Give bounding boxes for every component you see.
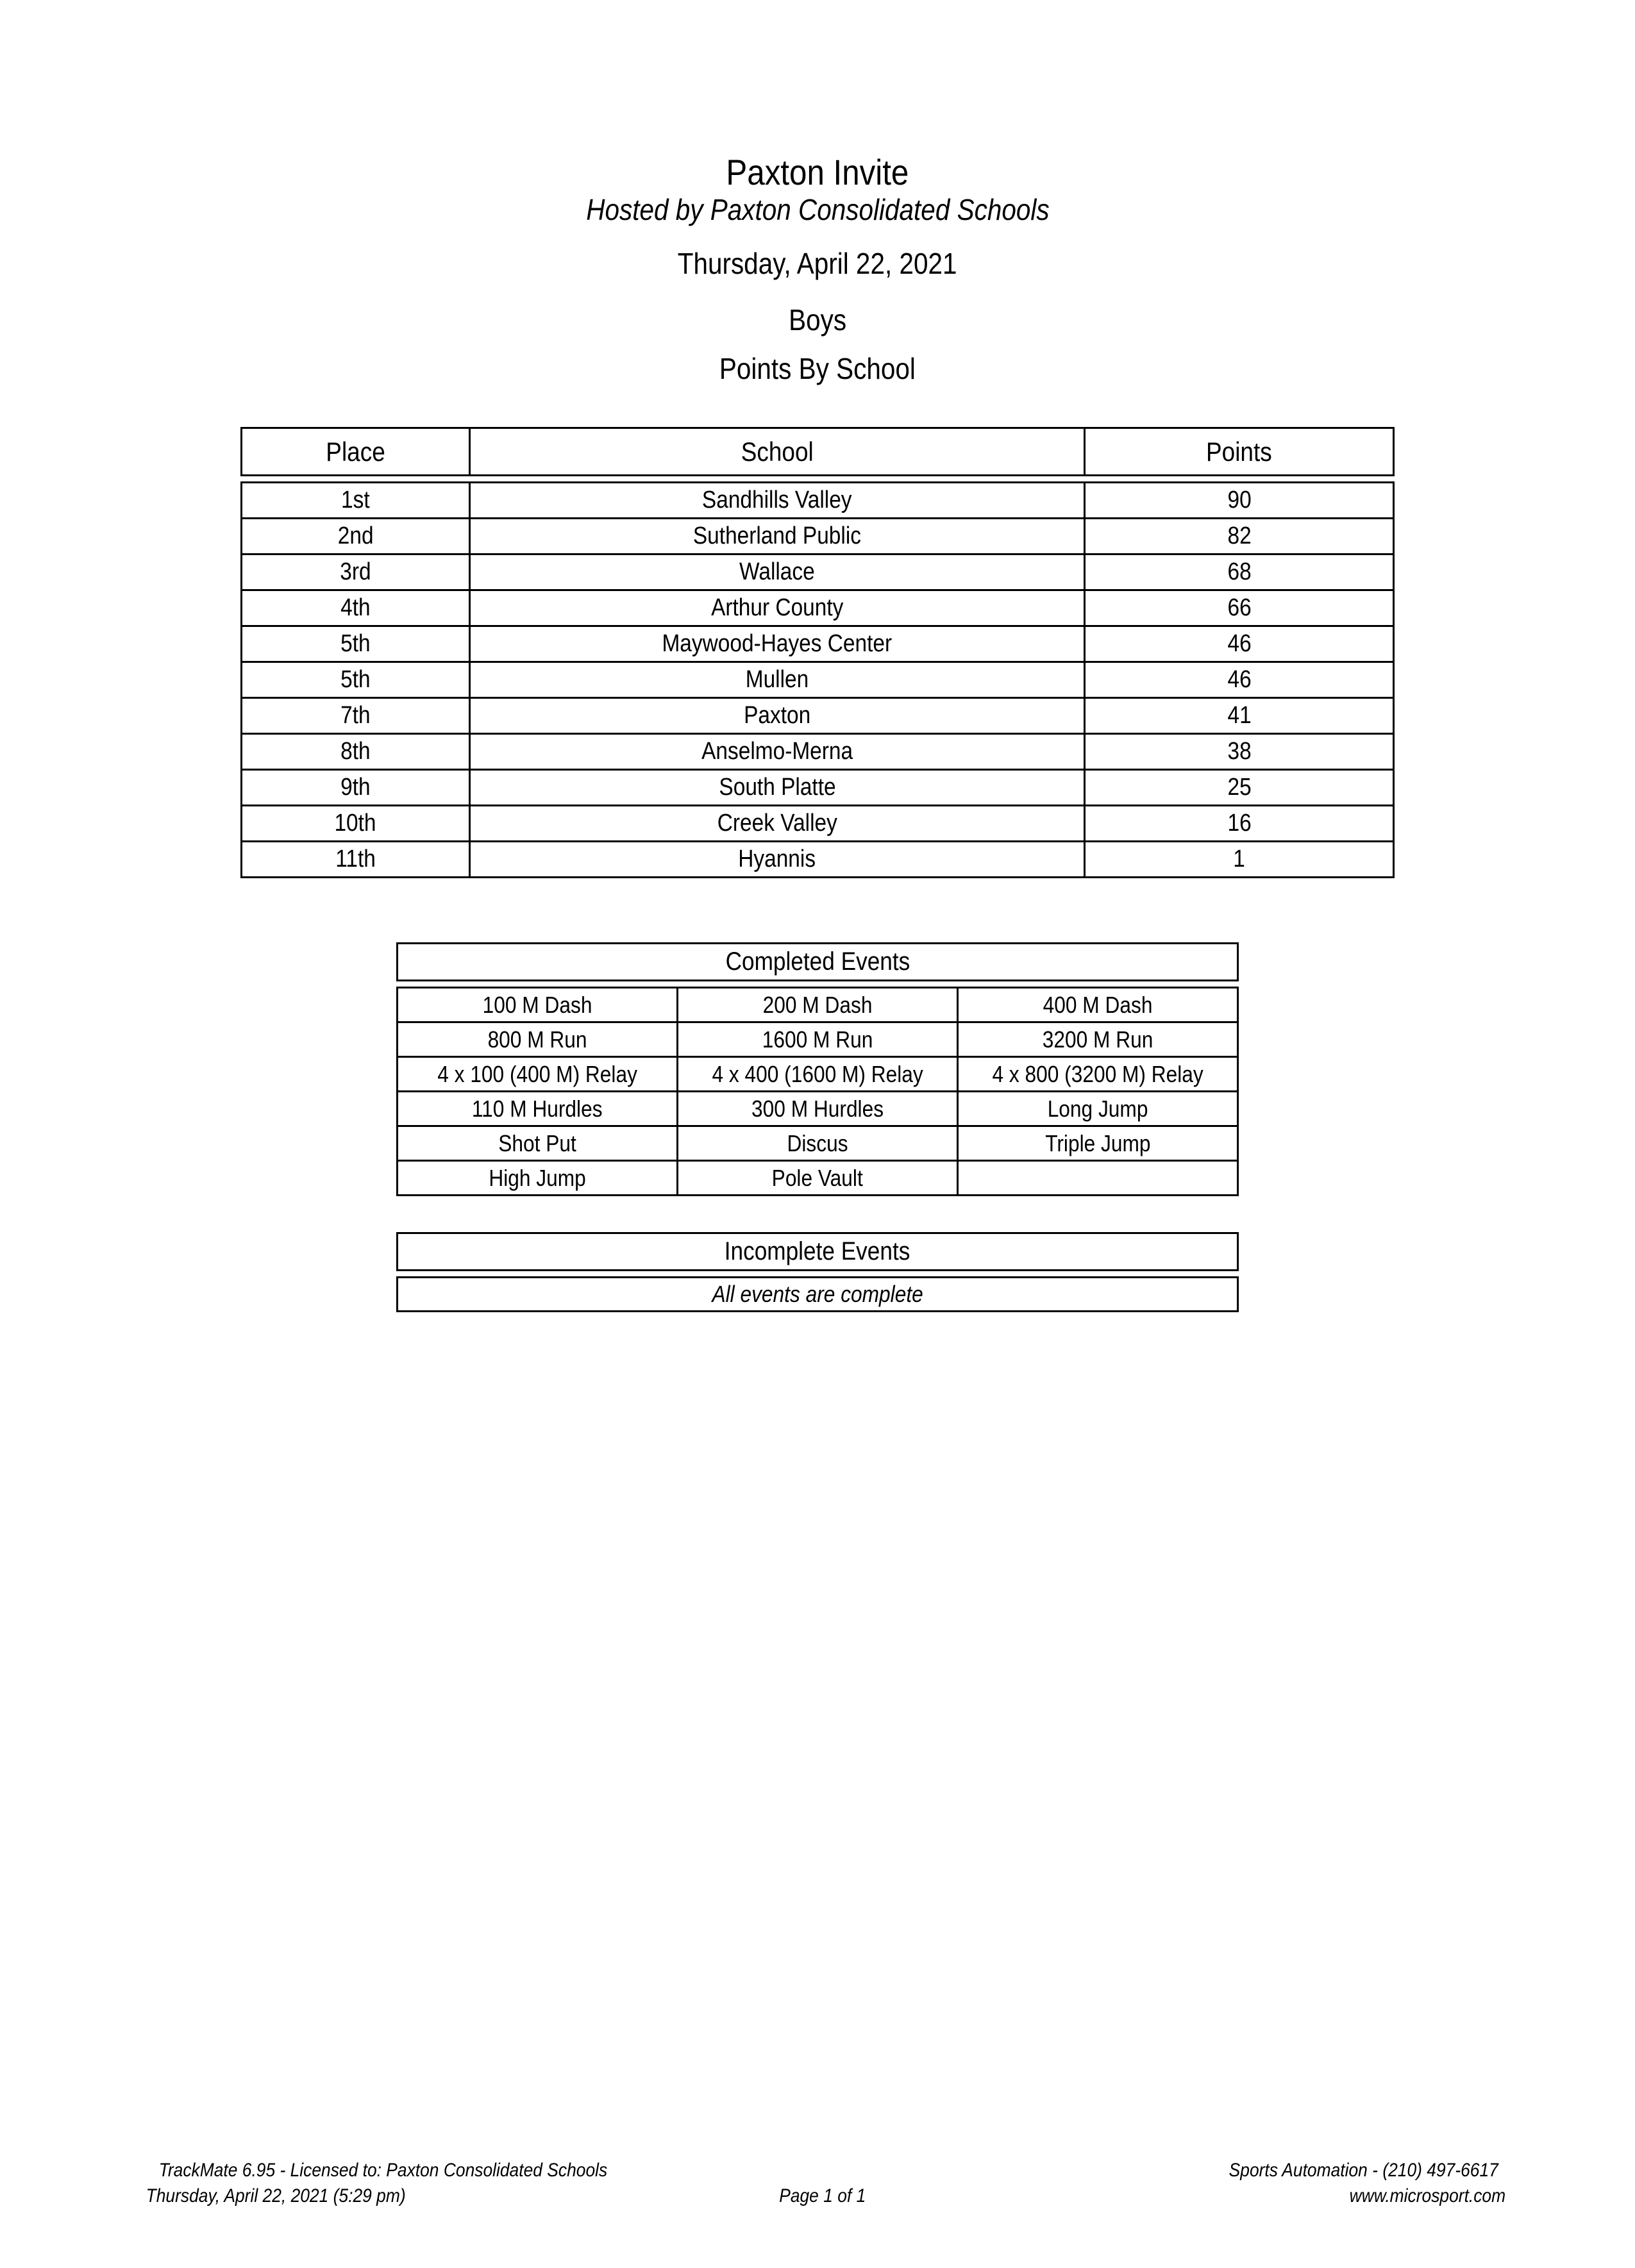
school-text: Sutherland Public (693, 522, 862, 549)
points-row (242, 483, 1394, 519)
completed-events-row (398, 1022, 1238, 1057)
event-text: 3200 M Run (1042, 1026, 1153, 1053)
school-text: Wallace (739, 558, 815, 585)
points-text: 90 (1227, 487, 1252, 513)
school-cell (469, 626, 1085, 662)
place-text: 5th (340, 666, 371, 693)
event-text: 300 M Hurdles (751, 1095, 884, 1122)
header-place-text: Place (326, 436, 385, 467)
division-label (0, 303, 1635, 337)
place-text: 9th (340, 774, 371, 801)
event-cell (958, 1092, 1238, 1126)
event-cell (678, 1126, 958, 1161)
place-text: 8th (340, 738, 371, 765)
report-title-text: Points By School (719, 352, 916, 385)
place-text: 4th (340, 594, 371, 621)
header-points-text: Points (1206, 436, 1273, 467)
school-text: Sandhills Valley (702, 487, 852, 513)
points-text: 41 (1227, 702, 1252, 729)
event-text: 110 M Hurdles (472, 1095, 603, 1122)
school-cell (469, 483, 1085, 519)
place-text: 2nd (337, 522, 374, 549)
event-text: 800 M Run (487, 1026, 587, 1053)
points-text: 46 (1227, 630, 1252, 657)
points-text: 66 (1227, 594, 1252, 621)
place-cell (242, 626, 470, 662)
event-text: 4 x 800 (3200 M) Relay (992, 1060, 1203, 1087)
event-cell (398, 1092, 678, 1126)
header-school (469, 428, 1085, 476)
points-text: 46 (1227, 666, 1252, 693)
event-text: High Jump (489, 1164, 586, 1191)
event-cell (678, 988, 958, 1022)
place-cell (242, 698, 470, 734)
school-cell (469, 590, 1085, 626)
incomplete-events-message-text: All events are complete (712, 1281, 923, 1307)
school-cell (469, 698, 1085, 734)
event-cell (678, 1022, 958, 1057)
event-text: 400 M Dash (1043, 991, 1153, 1018)
footer-license-text: TrackMate 6.95 - Licensed to: Paxton Consolidated Schools (158, 2160, 608, 2181)
event-cell (398, 1022, 678, 1057)
title-block (0, 153, 1635, 386)
footer-left (128, 2158, 773, 2209)
footer-page-number-text: Page 1 of 1 (778, 2185, 866, 2206)
points-cell (1085, 770, 1394, 806)
points-text: 16 (1227, 810, 1252, 837)
school-text: Hyannis (738, 846, 816, 872)
footer-right (871, 2158, 1516, 2209)
event-cell (958, 1057, 1238, 1092)
points-row (242, 590, 1394, 626)
points-cell (1085, 842, 1394, 878)
completed-events-row (398, 1126, 1238, 1161)
header-points (1085, 428, 1394, 476)
school-text: Paxton (744, 702, 811, 729)
school-cell (469, 554, 1085, 590)
completed-events-grid (396, 987, 1239, 1196)
footer-website (871, 2183, 1516, 2209)
event-cell (958, 1161, 1238, 1196)
footer-license (128, 2158, 773, 2183)
completed-events-title-text: Completed Events (725, 947, 910, 976)
report-title (0, 351, 1635, 386)
school-text: South Platte (718, 774, 836, 801)
footer-print-timestamp-text: Thursday, April 22, 2021 (5:29 pm) (146, 2185, 406, 2206)
points-row (242, 806, 1394, 842)
school-cell (469, 662, 1085, 698)
completed-events-row (398, 1092, 1238, 1126)
incomplete-events-message-cell (398, 1278, 1238, 1312)
event-text: Pole Vault (771, 1164, 864, 1191)
footer-website-text: www.microsport.com (1349, 2185, 1506, 2206)
school-text: Arthur County (710, 594, 844, 621)
place-cell (242, 734, 470, 770)
header-place (242, 428, 470, 476)
points-text: 1 (1233, 846, 1245, 872)
place-cell (242, 519, 470, 554)
school-cell (469, 806, 1085, 842)
incomplete-events-message-row (398, 1278, 1238, 1312)
event-text: Triple Jump (1044, 1130, 1151, 1156)
incomplete-events-title-text: Incomplete Events (725, 1237, 910, 1265)
points-cell (1085, 554, 1394, 590)
footer-print-timestamp (128, 2183, 773, 2209)
place-text: 1st (341, 487, 370, 513)
points-table-body (240, 481, 1395, 878)
school-text: Mullen (745, 666, 809, 693)
event-cell (678, 1057, 958, 1092)
place-cell (242, 770, 470, 806)
completed-events-row (398, 1161, 1238, 1196)
event-cell (958, 1022, 1238, 1057)
place-text: 3rd (340, 558, 371, 585)
page-title (0, 153, 1635, 192)
points-text: 68 (1227, 558, 1252, 585)
school-text: Anselmo-Merna (701, 738, 853, 765)
points-cell (1085, 519, 1394, 554)
place-text: 7th (340, 702, 371, 729)
points-row (242, 662, 1394, 698)
header-school-text: School (741, 436, 814, 467)
event-text: Discus (787, 1130, 848, 1156)
points-row (242, 734, 1394, 770)
place-cell (242, 806, 470, 842)
points-row (242, 698, 1394, 734)
points-cell (1085, 483, 1394, 519)
event-text: 200 M Dash (762, 991, 873, 1018)
school-cell (469, 842, 1085, 878)
place-text: 5th (340, 630, 371, 657)
points-cell (1085, 698, 1394, 734)
completed-events-row (398, 988, 1238, 1022)
page-title-text: Paxton Invite (726, 152, 909, 192)
event-text: Shot Put (498, 1130, 576, 1156)
footer-vendor-text: Sports Automation - (210) 497-6617 (1228, 2160, 1498, 2181)
points-cell (1085, 590, 1394, 626)
points-row (242, 626, 1394, 662)
place-cell (242, 842, 470, 878)
event-text: 4 x 400 (1600 M) Relay (712, 1060, 923, 1087)
event-cell (678, 1161, 958, 1196)
school-cell (469, 770, 1085, 806)
event-cell (398, 1126, 678, 1161)
page-subtitle (0, 192, 1635, 227)
school-cell (469, 519, 1085, 554)
points-text: 38 (1227, 738, 1252, 765)
event-cell (398, 988, 678, 1022)
points-cell (1085, 662, 1394, 698)
points-cell (1085, 806, 1394, 842)
event-cell (958, 1126, 1238, 1161)
event-text: Long Jump (1047, 1095, 1148, 1122)
school-text: Creek Valley (717, 810, 837, 837)
points-row (242, 519, 1394, 554)
points-header-row (242, 428, 1394, 476)
footer-vendor (871, 2158, 1516, 2183)
event-cell (958, 988, 1238, 1022)
incomplete-events-header-row (398, 1233, 1238, 1271)
page-footer (128, 2158, 1516, 2209)
place-cell (242, 662, 470, 698)
points-text: 82 (1227, 522, 1252, 549)
completed-events-row (398, 1057, 1238, 1092)
completed-events-header-row (398, 944, 1238, 981)
place-text: 11th (335, 846, 376, 872)
school-cell (469, 734, 1085, 770)
place-cell (242, 590, 470, 626)
footer-page-number (773, 2183, 871, 2209)
meet-date-text: Thursday, April 22, 2021 (678, 247, 957, 280)
school-text: Maywood-Hayes Center (662, 630, 893, 657)
place-text: 10th (334, 810, 376, 837)
incomplete-events-header (396, 1232, 1239, 1271)
points-row (242, 554, 1394, 590)
points-cell (1085, 626, 1394, 662)
place-cell (242, 483, 470, 519)
completed-events-title-cell (398, 944, 1238, 981)
place-cell (242, 554, 470, 590)
division-label-text: Boys (788, 303, 846, 337)
event-text: 1600 M Run (762, 1026, 873, 1053)
incomplete-events-body (396, 1276, 1239, 1312)
points-table-header (240, 427, 1395, 476)
event-cell (678, 1092, 958, 1126)
points-row (242, 770, 1394, 806)
event-text: 4 x 100 (400 M) Relay (437, 1060, 637, 1087)
event-cell (398, 1057, 678, 1092)
page-subtitle-text: Hosted by Paxton Consolidated Schools (585, 193, 1050, 226)
incomplete-events-title-cell (398, 1233, 1238, 1271)
completed-events-header (396, 942, 1239, 981)
meet-date (0, 246, 1635, 281)
points-text: 25 (1227, 774, 1252, 801)
points-cell (1085, 734, 1394, 770)
event-cell (398, 1161, 678, 1196)
event-text: 100 M Dash (482, 991, 592, 1018)
points-row (242, 842, 1394, 878)
